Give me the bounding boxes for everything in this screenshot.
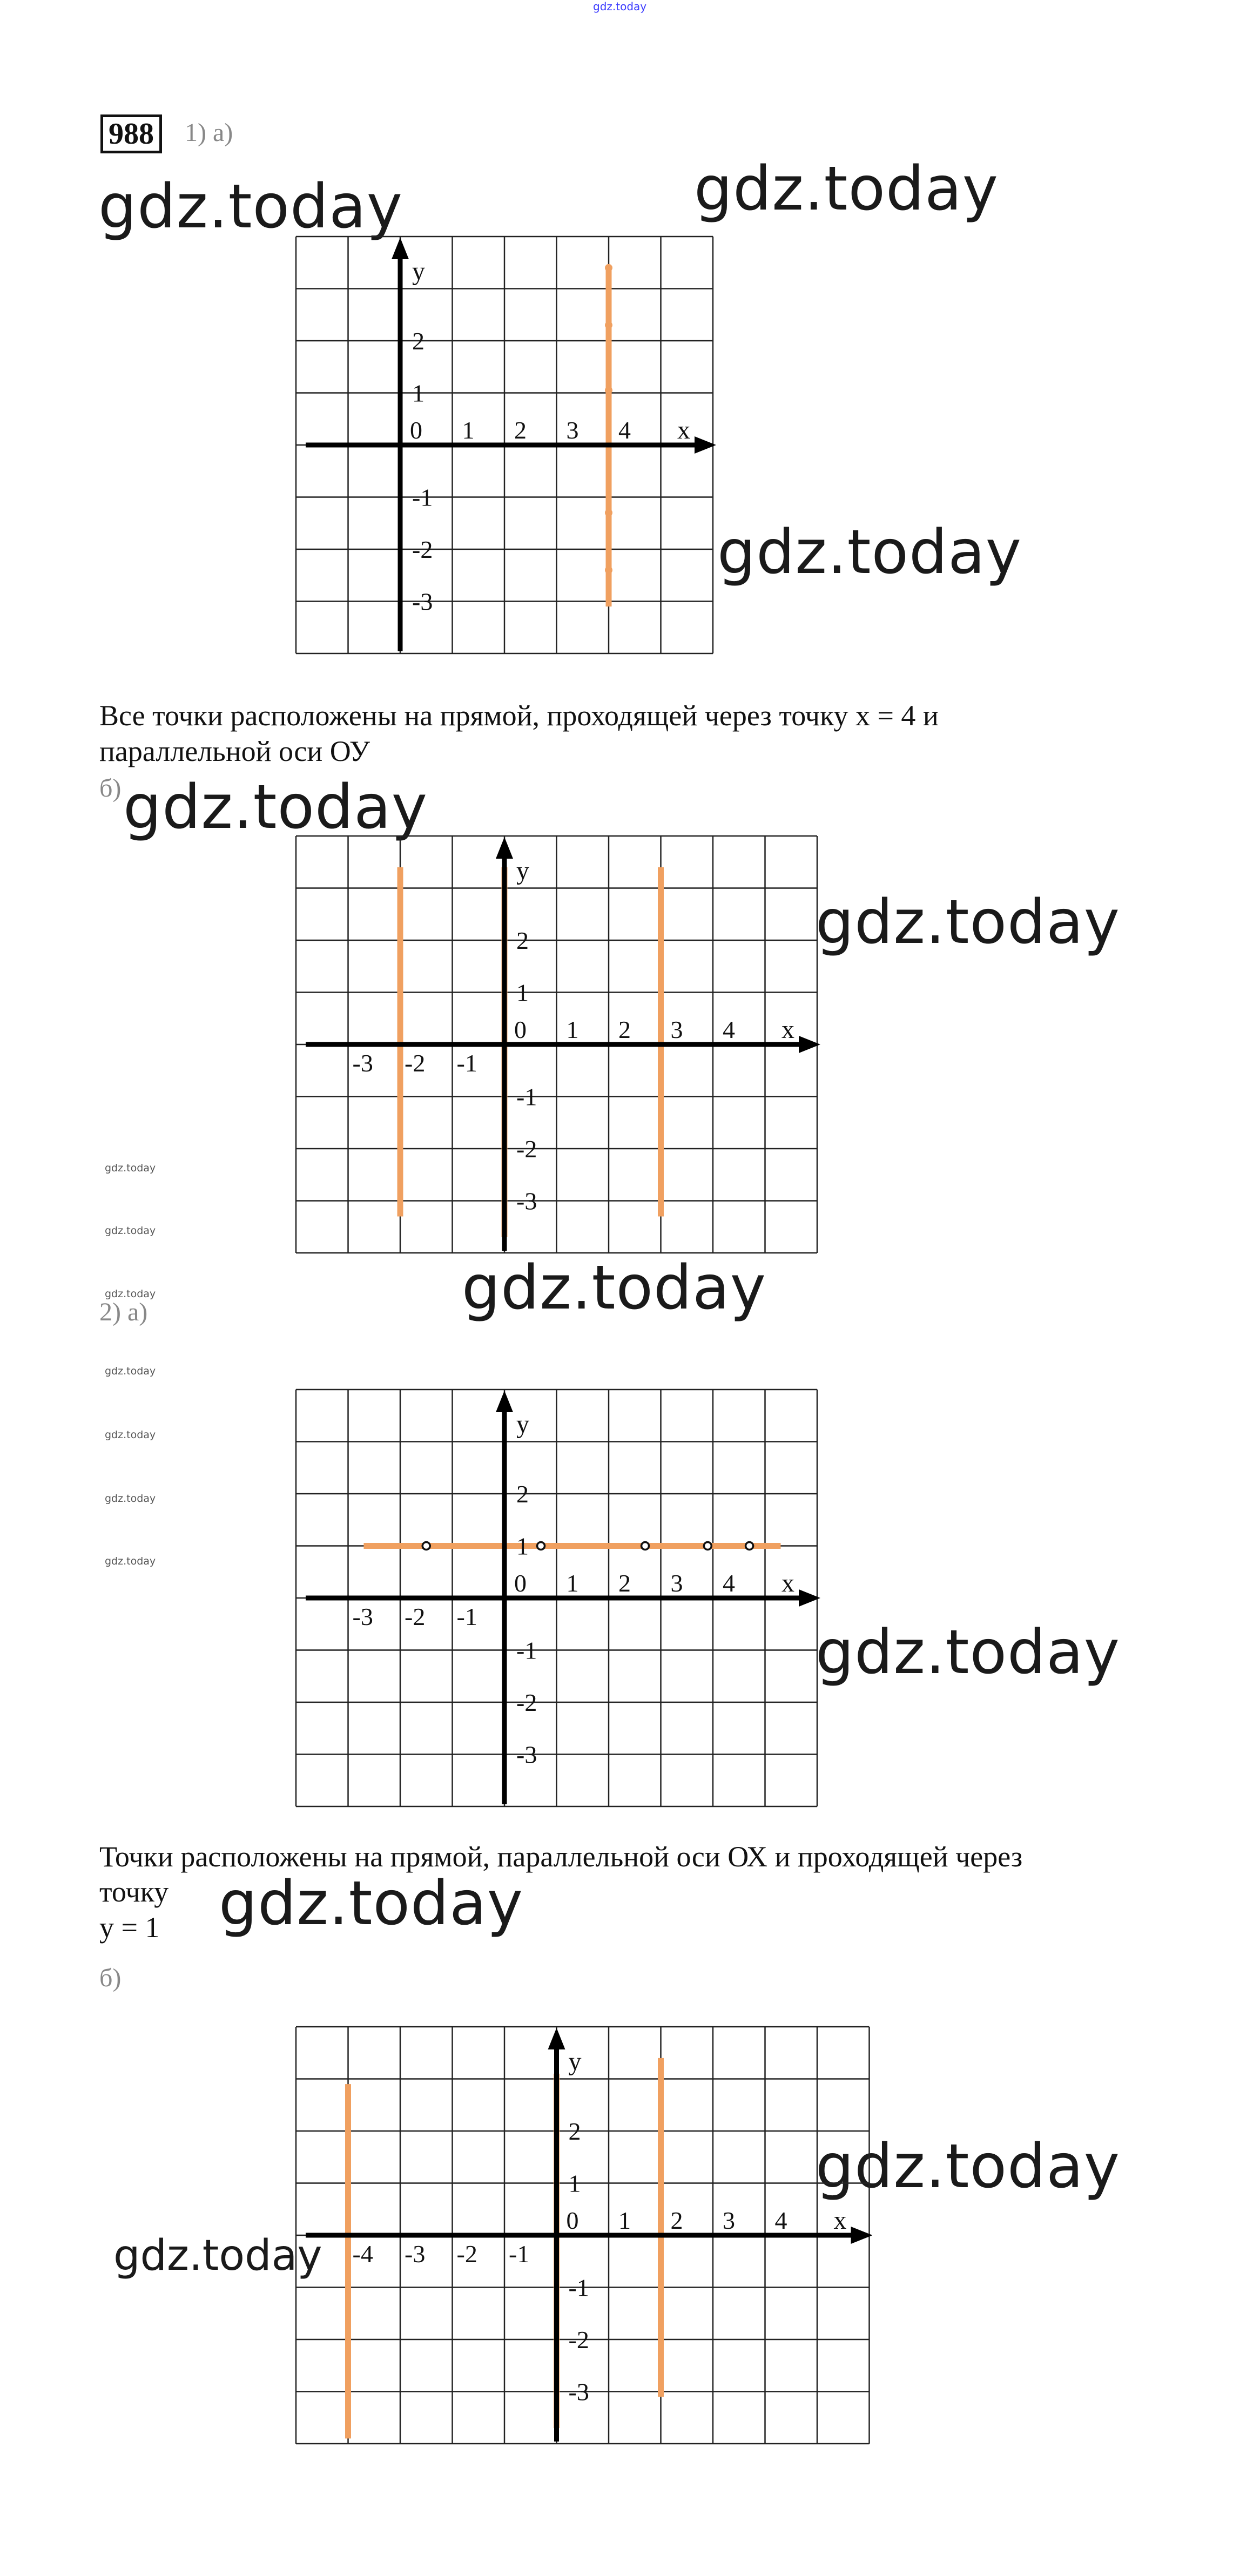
x-tick-label: -2 [405, 1049, 426, 1077]
x-tick-label: -1 [509, 2240, 530, 2268]
x-tick-label: 2 [618, 1016, 631, 1043]
paragraph-2-line-1: Точки расположены на прямой, параллельной оси ОХ и проходящей через [99, 1840, 1023, 1873]
y-tick-label: 1 [516, 1532, 529, 1560]
watermark: gdz.today [462, 1253, 767, 1323]
x-tick-label: 3 [723, 2207, 735, 2234]
paragraph-1-line-1: Все точки расположены на прямой, проходящей через точку x = 4 и [99, 699, 939, 732]
data-point [746, 1542, 753, 1550]
x-axis-label: x [781, 1015, 794, 1044]
y-axis-label: y [568, 2047, 582, 2076]
paragraph-2-line-2: точку [99, 1876, 169, 1908]
data-point [605, 264, 612, 272]
y-tick-label: 1 [568, 2169, 581, 2197]
y-tick-label: -2 [516, 1135, 537, 1163]
watermark: gdz.today [105, 1555, 156, 1567]
x-tick-label: 1 [566, 1569, 579, 1597]
x-tick-label: 1 [618, 2207, 631, 2234]
y-tick-label: 2 [516, 927, 529, 954]
watermark: gdz.today [105, 1429, 156, 1441]
watermark: gdz.today [105, 1288, 156, 1300]
x-tick-label: -2 [405, 1603, 426, 1630]
x-tick-label: 2 [670, 2207, 683, 2234]
y-tick-label: 2 [568, 2118, 581, 2145]
x-axis-label: x [833, 2206, 847, 2235]
data-point [642, 1542, 649, 1550]
x-tick-label: 4 [774, 2207, 787, 2234]
label-1b: б) [99, 774, 122, 803]
y-tick-label: -1 [412, 483, 433, 511]
y-axis-arrow [496, 837, 513, 859]
y-tick-label: 1 [412, 379, 425, 407]
y-tick-label: -3 [568, 2378, 589, 2406]
axes [306, 238, 716, 651]
x-tick-label: 2 [514, 416, 527, 444]
data-point [605, 321, 612, 329]
watermark: gdz.today [717, 517, 1022, 588]
site-link[interactable]: gdz.today [593, 0, 647, 13]
data-point [605, 567, 612, 574]
graph-1a [292, 232, 718, 664]
label-1a: 1) а) [185, 118, 233, 147]
task-number: 988 [100, 114, 162, 153]
graph-2b [292, 2022, 872, 2454]
watermark: gdz.today [123, 772, 428, 842]
x-tick-label: 1 [462, 416, 475, 444]
x-tick-label: -2 [456, 2240, 477, 2268]
watermark: gdz.today [816, 2132, 1121, 2202]
paragraph-1-line-2: параллельной оси ОУ [99, 735, 370, 767]
axes [306, 1391, 820, 1804]
x-tick-label: 1 [566, 1016, 579, 1043]
x-axis-label: x [677, 416, 690, 444]
x-tick-label: 4 [723, 1569, 735, 1597]
data-point [422, 1542, 430, 1550]
watermark: gdz.today [816, 1617, 1121, 1688]
y-tick-label: -2 [412, 536, 433, 563]
axes [306, 837, 820, 1251]
watermark: gdz.today [816, 887, 1121, 957]
x-tick-label: 3 [670, 1569, 683, 1597]
x-tick-label: -1 [456, 1603, 477, 1630]
y-tick-label: -2 [516, 1689, 537, 1716]
watermark: gdz.today [219, 1869, 524, 1939]
x-tick-label: 0 [410, 416, 422, 444]
x-tick-label: -3 [405, 2240, 426, 2268]
y-axis-arrow [496, 1391, 513, 1412]
data-point [605, 509, 612, 516]
y-tick-label: -1 [516, 1636, 537, 1664]
data-point [537, 1542, 545, 1550]
watermark: gdz.today [105, 1162, 156, 1174]
y-axis-label: y [412, 257, 425, 286]
y-axis-arrow [548, 2028, 565, 2049]
watermark: gdz.today [105, 1493, 156, 1505]
x-axis-label: x [781, 1569, 794, 1597]
x-tick-label: 0 [566, 2207, 579, 2234]
y-tick-label: 2 [516, 1480, 529, 1508]
x-tick-label: 2 [618, 1569, 631, 1597]
x-tick-label: 0 [514, 1016, 527, 1043]
x-tick-label: 0 [514, 1569, 527, 1597]
data-point [605, 387, 612, 394]
y-tick-label: -1 [568, 2274, 589, 2302]
data-point [704, 1542, 711, 1550]
watermark: gdz.today [98, 172, 403, 242]
y-tick-label: 2 [412, 327, 425, 355]
watermark: gdz.today [105, 1365, 156, 1377]
y-tick-label: -3 [412, 588, 433, 616]
graph-2a [292, 1385, 821, 1817]
x-tick-label: 3 [566, 416, 579, 444]
y-axis-label: y [516, 857, 529, 885]
x-tick-label: -1 [456, 1049, 477, 1077]
y-axis-arrow [392, 238, 409, 259]
watermark: gdz.today [113, 2231, 322, 2280]
label-2a: 2) а) [99, 1298, 148, 1326]
watermark: gdz.today [694, 154, 999, 224]
y-axis-label: y [516, 1410, 529, 1439]
x-tick-label: 4 [723, 1016, 735, 1043]
y-tick-label: -2 [568, 2326, 589, 2354]
y-tick-label: -1 [516, 1083, 537, 1111]
watermark: gdz.today [105, 1225, 156, 1237]
graph-1b [292, 832, 821, 1264]
label-2b: б) [99, 1964, 122, 1992]
y-tick-label: -3 [516, 1187, 537, 1215]
y-tick-label: -3 [516, 1741, 537, 1769]
paragraph-2-line-3: y = 1 [99, 1911, 160, 1944]
x-tick-label: 3 [670, 1016, 683, 1043]
x-tick-label: -3 [352, 1603, 373, 1630]
x-tick-label: -3 [352, 1049, 373, 1077]
y-tick-label: 1 [516, 979, 529, 1007]
x-tick-label: 4 [618, 416, 631, 444]
x-tick-label: -4 [352, 2240, 373, 2268]
